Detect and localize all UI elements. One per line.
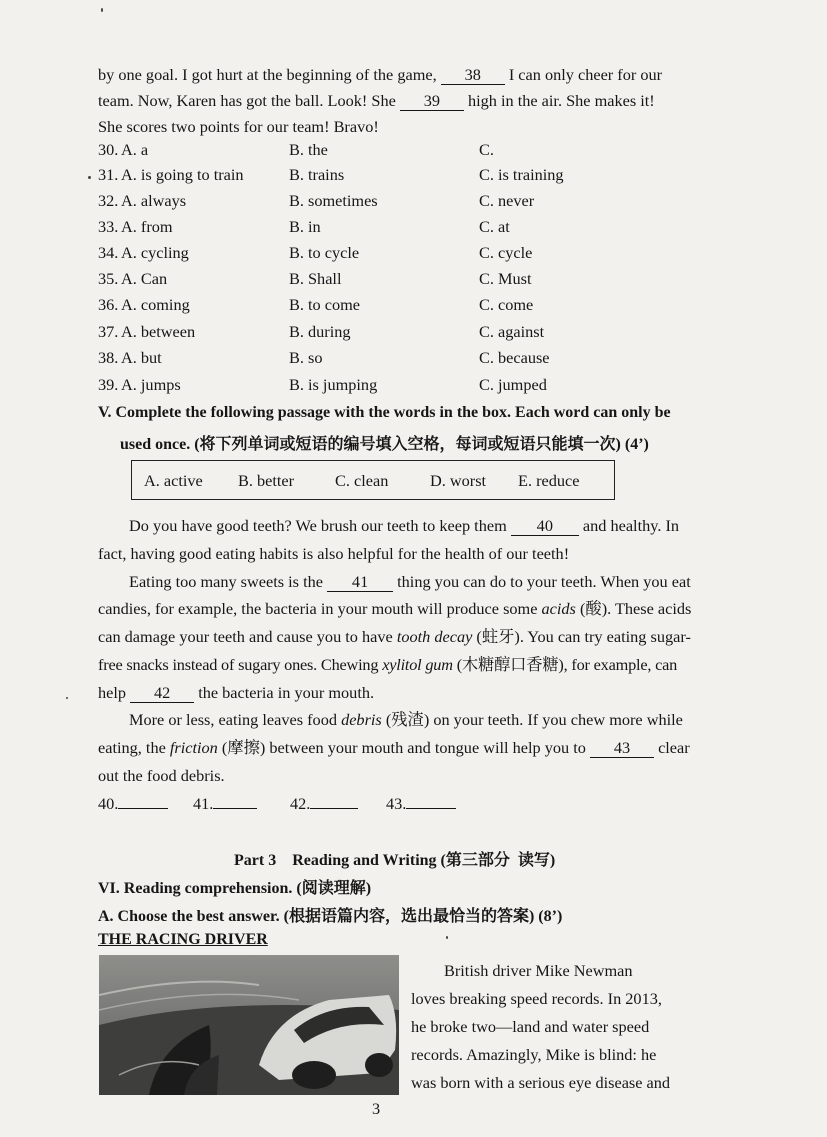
- answer-blank[interactable]: [406, 808, 456, 809]
- option-b[interactable]: B. trains: [289, 165, 345, 184]
- passage-line: [98, 595, 691, 623]
- blank-40[interactable]: 40: [511, 517, 579, 536]
- racing-car-illustration: [99, 955, 399, 1095]
- racing-car-photo: [99, 955, 399, 1095]
- answer-label: 41.: [193, 794, 214, 813]
- scan-speck: [66, 697, 68, 699]
- option-b[interactable]: B. Shall: [289, 269, 342, 288]
- passage-term: tooth decay: [396, 627, 473, 646]
- passage-text: (木糖醇口香糖), for example, can: [456, 655, 678, 674]
- option-a[interactable]: A. cycling: [121, 243, 189, 262]
- passage-text: (蛀牙). You can try eating sugar-: [476, 627, 691, 646]
- option-a[interactable]: A. between: [121, 322, 196, 341]
- question-number: 33.: [98, 217, 119, 236]
- option-b[interactable]: B. to come: [289, 295, 360, 314]
- passage-line: [129, 706, 683, 734]
- question-number: 38.: [98, 348, 119, 367]
- option-a[interactable]: A. coming: [121, 295, 190, 314]
- question-number: 36.: [98, 295, 119, 314]
- question-number: 37.: [98, 322, 119, 341]
- article-line: loves breaking speed records. In 2013,: [411, 989, 662, 1008]
- option-a[interactable]: A. but: [121, 348, 162, 367]
- passage-text: More or less, eating leaves food: [129, 710, 337, 729]
- intro-text: by one goal. I got hurt at the beginning of the game,: [98, 65, 437, 84]
- word-option: E. reduce: [518, 471, 580, 490]
- answer-blank[interactable]: [310, 808, 358, 809]
- article-line: British driver Mike Newman: [444, 961, 633, 980]
- passage-text: help: [98, 683, 127, 702]
- word-option: A. active: [144, 471, 203, 490]
- blank-38[interactable]: 38: [441, 66, 505, 85]
- option-c[interactable]: C. against: [479, 322, 545, 341]
- passage-text: Eating too many sweets is the: [129, 572, 323, 591]
- question-number: 32.: [98, 191, 119, 210]
- option-c[interactable]: C.: [479, 140, 494, 159]
- option-a[interactable]: A. from: [121, 217, 173, 236]
- passage-term: xylitol gum: [382, 655, 453, 674]
- option-b[interactable]: B. to cycle: [289, 243, 360, 262]
- option-c[interactable]: C. never: [479, 191, 535, 210]
- passage-text: thing you can do to your teeth. When you eat: [397, 572, 691, 591]
- question-number: 34.: [98, 243, 119, 262]
- option-b[interactable]: B. in: [289, 217, 321, 236]
- passage-text: Do you have good teeth? We brush our teeth to keep them: [129, 516, 507, 535]
- passage-line: out the food debris.: [98, 766, 225, 785]
- word-box: [131, 460, 615, 500]
- option-b[interactable]: B. sometimes: [289, 191, 378, 210]
- word-option: D. worst: [430, 471, 487, 490]
- option-a[interactable]: A. is going to train: [121, 165, 244, 184]
- question-number: 31.: [98, 165, 119, 184]
- option-c[interactable]: C. come: [479, 295, 534, 314]
- option-b[interactable]: B. the: [289, 140, 328, 159]
- scan-speck: [446, 936, 448, 939]
- passage-text: eating, the: [98, 738, 166, 757]
- question-number: 35.: [98, 269, 119, 288]
- word-option: B. better: [238, 471, 295, 490]
- article-line: records. Amazingly, Mike is blind: he: [411, 1045, 657, 1064]
- intro-text: I can only cheer for our: [508, 65, 663, 84]
- passage-text: candies, for example, the bacteria in your mouth will produce some: [98, 599, 538, 618]
- passage-text: clear: [658, 738, 690, 757]
- answer-42: [290, 790, 358, 818]
- article-heading: THE RACING DRIVER: [98, 931, 268, 948]
- answer-label: 42.: [290, 794, 311, 813]
- passage-text: can damage your teeth and cause you to have: [98, 627, 393, 646]
- passage-term: debris: [341, 710, 382, 729]
- passage-term: acids: [541, 599, 576, 618]
- passage-term: friction: [169, 738, 218, 757]
- intro-line-1: [98, 61, 662, 89]
- section-6-heading: VI. Reading comprehension. (阅读理解): [98, 880, 372, 897]
- option-c[interactable]: C. jumped: [479, 375, 547, 394]
- part-3-title: Part 3 Reading and Writing (第三部分 读写): [234, 852, 556, 869]
- passage-line: [98, 734, 690, 762]
- answer-41: [193, 790, 257, 818]
- intro-text: high in the air. She makes it!: [467, 91, 655, 110]
- answer-blank[interactable]: [118, 808, 168, 809]
- intro-line-3: She scores two points for our team! Bravo!: [98, 117, 379, 136]
- question-number: 39.: [98, 375, 119, 394]
- passage-line: [98, 623, 691, 651]
- intro-text: team. Now, Karen has got the ball. Look! She: [98, 91, 396, 110]
- answer-40: [98, 790, 168, 818]
- option-a[interactable]: A. jumps: [121, 375, 181, 394]
- answer-43: [386, 790, 456, 818]
- option-b[interactable]: B. during: [289, 322, 351, 341]
- intro-line-2: [98, 87, 655, 115]
- option-c[interactable]: C. cycle: [479, 243, 533, 262]
- article-line: he broke two—land and water speed: [411, 1017, 650, 1036]
- passage-text: (酸). These acids: [579, 599, 692, 618]
- option-a[interactable]: A. Can: [121, 269, 168, 288]
- article-line: was born with a serious eye disease and: [411, 1073, 671, 1092]
- blank-42[interactable]: 42: [130, 684, 194, 703]
- option-c[interactable]: C. at: [479, 217, 510, 236]
- option-a[interactable]: A. always: [121, 191, 187, 210]
- option-c[interactable]: C. Must: [479, 269, 532, 288]
- passage-text: and healthy. In: [582, 516, 680, 535]
- blank-43[interactable]: 43: [590, 739, 654, 758]
- section-5-instruction-cont: used once. (将下列单词或短语的编号填入空格，每词或短语只能填一次) (4’): [120, 436, 649, 453]
- option-a[interactable]: A. a: [121, 140, 149, 159]
- passage-text: the bacteria in your mouth.: [198, 683, 375, 702]
- passage-text: (残渣) on your teeth. If you chew more while: [385, 710, 683, 729]
- passage-line: fact, having good eating habits is also helpful for the health of our teeth!: [98, 544, 570, 563]
- word-option: C. clean: [335, 471, 389, 490]
- option-c[interactable]: C. is training: [479, 165, 564, 184]
- page-number: 3: [372, 1099, 381, 1118]
- passage-text: free snacks instead of sugary ones. Chewing: [98, 655, 379, 674]
- answer-label: 40.: [98, 794, 119, 813]
- option-b[interactable]: B. is jumping: [289, 375, 378, 394]
- scan-speck: [101, 8, 103, 12]
- passage-line: [98, 679, 374, 707]
- passage-line: [129, 568, 691, 596]
- passage-line: [98, 651, 677, 679]
- section-a-instruction: A. Choose the best answer. (根据语篇内容，选出最恰当的答案) (8’): [98, 908, 563, 925]
- blank-39[interactable]: 39: [400, 92, 464, 111]
- option-b[interactable]: B. so: [289, 348, 323, 367]
- scan-speck: [88, 176, 91, 179]
- section-5-instruction: V. Complete the following passage with the words in the box. Each word can only be: [98, 404, 671, 421]
- answer-blank[interactable]: [213, 808, 257, 809]
- question-number: 30.: [98, 140, 119, 159]
- answer-label: 43.: [386, 794, 407, 813]
- blank-41[interactable]: 41: [327, 573, 393, 592]
- passage-text: (摩擦) between your mouth and tongue will help you to: [221, 738, 586, 757]
- option-c[interactable]: C. because: [479, 348, 550, 367]
- passage-line: [129, 512, 679, 540]
